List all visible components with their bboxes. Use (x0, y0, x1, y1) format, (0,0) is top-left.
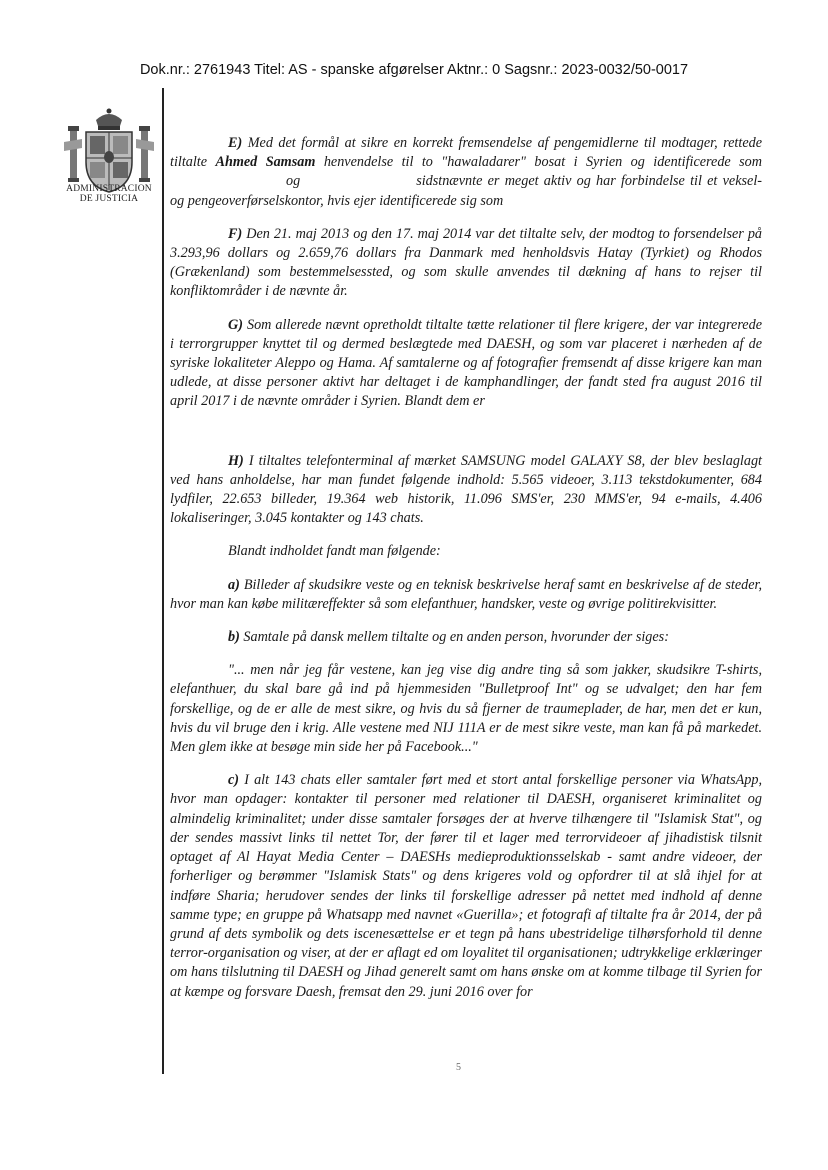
paragraph-label: c) (228, 772, 240, 789)
paragraph-label: G) (228, 316, 243, 333)
paragraph-b: b) Samtale på dansk mellem tiltalte og en anden person, hvorunder der siges: (228, 629, 669, 646)
logo-text (60, 184, 158, 204)
paragraph-label: H) (228, 452, 244, 469)
paragraph-h: H) I tiltaltes telefonterminal af mærket SAMSUNG model GALAXY S8, der blev beslaglagt ved hans anholdelse, har man fundet følgende indhold: 5.565 videoer, 3.113 tekstdokumenter, 684 lydfiler, 22.653 billeder, 19.364 web historik, 11.096 SMS'er, 230 MMS'er, 94 e-mails, 4.406 lokaliseringer, 3.045 kontakter og 143 chats. (170, 452, 762, 527)
page-number: 5 (456, 1062, 461, 1073)
paragraph-c: c) I alt 143 chats eller samtaler ført med et stort antal forskellige personer via WhatsApp, hvor man opdager: kontakter til personer med relationer til DAESH, organiseret kriminalitet og almindelig kriminalitet; under disse samtaler forsøges der at hverve tilhængere til "Islamisk Stat", og der sendes massivt links til nettet Tor, der fører til et lager med terrorvideoer af jihadistisk tilsnit optaget af Al Hayat Media Center – DAESHs medieproduktionsselskab - samt andre videoer, der forherliger og berømmer "Islamisk Stats" og dens krigeres vold og opfordrer til at slå ihjel for at indføre Sharia; herudover sendes der links til forskellige adresser på nettet med indhold af denne samme type; en gruppe på Whatsapp med navnet «Guerilla»; et fotografi af tiltalte fra år 2014, der på grund af dets symbolik og dets iscenesættelse er et tegn på hans ubestridelige tilhørsforhold til denne terror-organisation og viser, at der er aflagt ed om loyalitet til organisationen; udtrykkelige erklæringer om hans tilslutning til DAESH og Jihad generelt samt om hans ønske om at komme tilbage til Syrien for at kæmpe og forsvare Daesh, fremsat den 29. juni 2016 over for (170, 772, 762, 1000)
paragraph-a: a) Billeder af skudsikre veste og en teknisk beskrivelse heraf samt en beskrivelse af de steder, hvor man kan købe militæreffekter så som elefanthuer, handsker, veste og øvrige politirekvisitter. (170, 576, 763, 612)
paragraph-blandt: Blandt indholdet fandt man følgende: (228, 543, 441, 560)
paragraph-quote: "... men når jeg får vestene, kan jeg vise dig andre ting så som jakker, skudsikre T-shirts, elefanthuer, du skal bare gå ind på hjemmesiden "Bulletproof Int" og se udvalget; den har fem forskellige, og de er alle de mest sikre, og hvis du så fjerner de traumeplader, de har, men det er kun, hvis du vil bruge den i krig. Alle vestene med NIJ 111A er de mest sikre veste, man kan få på markedet. Men glem ikke at besøge min side her på Facebook..." (170, 662, 762, 756)
paragraph-label: b) (228, 629, 240, 646)
paragraph-label: F) (228, 225, 243, 242)
person-name: Ahmed Samsam (215, 154, 316, 171)
paragraph-label: E) (228, 135, 243, 151)
document-header: Dok.nr.: 2761943 Titel: AS - spanske afgørelser Aktnr.: 0 Sagsnr.: 2023-0032/50-0017 (139, 62, 689, 78)
paragraph-label: a) (228, 576, 240, 593)
margin-rule (162, 88, 164, 1074)
paragraph-e: E) Med det formål at sikre en korrekt fremsendelse af pengemidlerne til modtager, rettede tiltalte Ahmed Samsam henvendelse til to "hawaladarer" bosat i Syrien og identificerede somog sidstnævnte er meget aktiv og har forbindelse til et veksel- og pengeoverførselskontor, hvis ejer identificerede sig som (170, 135, 763, 209)
paragraph-f: F) Den 21. maj 2013 og den 17. maj 2014 var det tiltalte selv, der modtog to forsendelser på 3.293,96 dollars og 2.659,76 dollars fra Danmark med henholdsvis Hatay (Tyrkiet) og Rhodos (Grækenland) som bestemmelsessted, og som skulle anvendes til dækning af hans to rejser til konfliktområder i de nævnte år. (170, 225, 763, 300)
document-body (170, 134, 762, 1016)
logo-line-1: ADMINISTRACION (66, 184, 152, 194)
logo-line-2: DE JUSTICIA (79, 194, 139, 204)
paragraph-g: G) Som allerede nævnt opretholdt tiltalte tætte relationer til flere krigere, der var integrerede i terrorgrupper knyttet til og dermed beslægtede med DAESH, og som var placeret i nærheden af de syriske lokaliteter Aleppo og Hama. Af samtalerne og af fotografier fremsendt af disse krigere kan man udlede, at disse personer aktivt har deltaget i de kamphandlinger, der fandt sted fra august 2016 til april 2017 i de nævnte områder i Syrien. Blandt dem er (170, 316, 762, 410)
